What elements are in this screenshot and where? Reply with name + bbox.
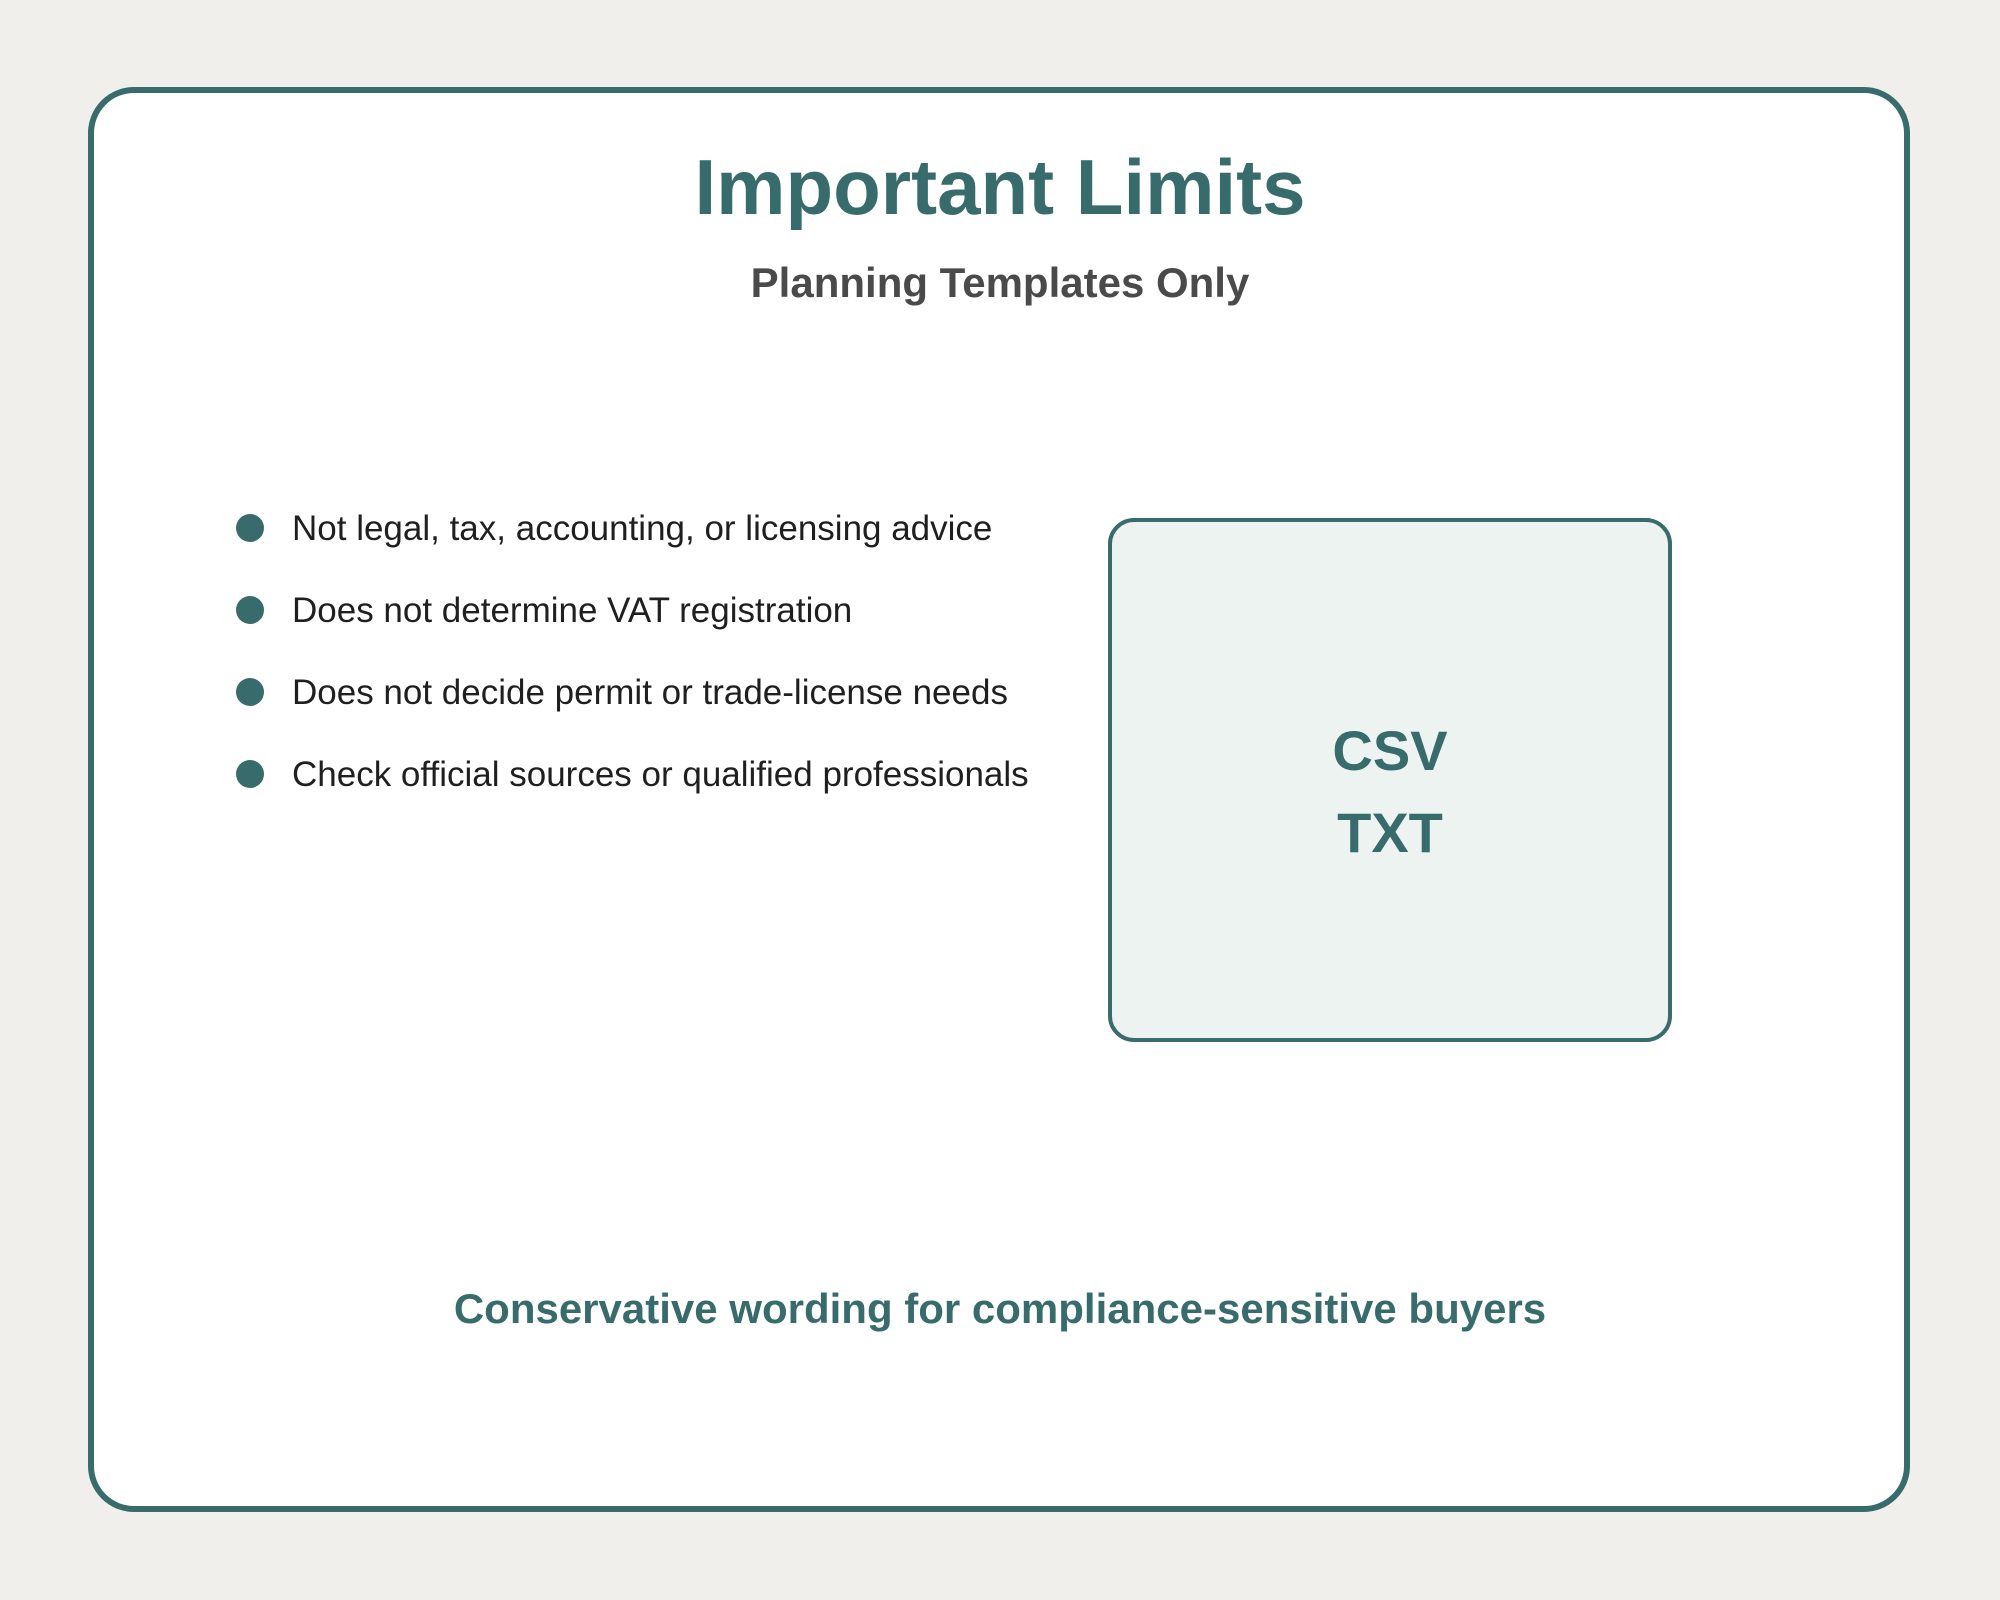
limit-item-official-sources — [236, 754, 1029, 836]
limit-text: Check official sources or qualified professionals — [292, 755, 1029, 794]
limit-item-permit — [236, 672, 1029, 754]
limit-text: Does not determine VAT registration — [292, 591, 853, 630]
page-subtitle: Planning Templates Only — [750, 259, 1250, 306]
page-title: Important Limits — [694, 143, 1306, 231]
limit-item-vat — [236, 590, 1029, 672]
format-label-txt: TXT — [1337, 801, 1443, 864]
bullet-icon — [236, 514, 264, 542]
footer-note: Conservative wording for compliance-sensitive buyers — [453, 1285, 1547, 1332]
limit-item-legal — [236, 508, 1029, 590]
format-label-csv: CSV — [1332, 719, 1448, 782]
limit-text: Does not decide permit or trade-license needs — [292, 673, 1008, 712]
limits-list — [236, 508, 1029, 836]
file-format-labels — [1112, 710, 1668, 874]
file-format-box — [1108, 518, 1672, 1042]
bullet-icon — [236, 678, 264, 706]
bullet-icon — [236, 596, 264, 624]
bullet-icon — [236, 760, 264, 788]
limit-text: Not legal, tax, accounting, or licensing advice — [292, 509, 993, 548]
